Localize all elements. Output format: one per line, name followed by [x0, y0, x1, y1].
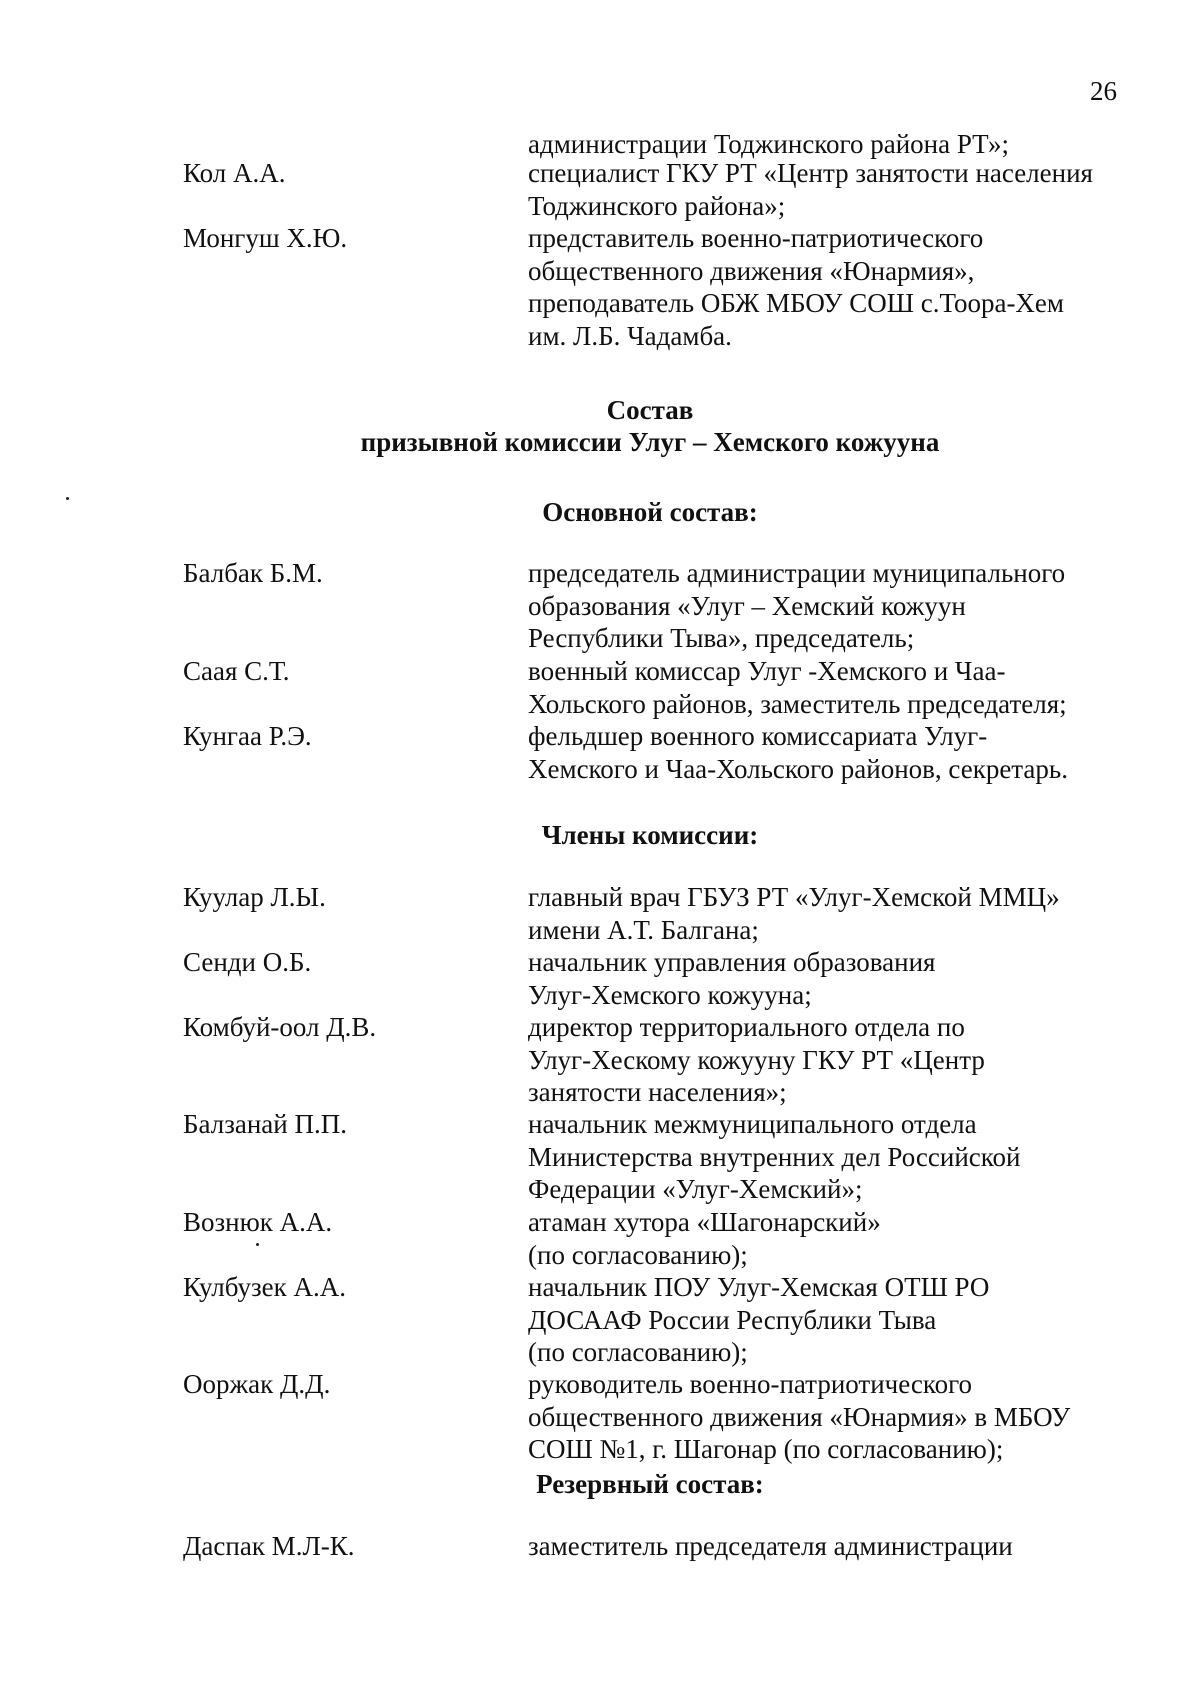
main-composition-heading: Основной состав:: [542, 497, 758, 527]
desc-line: им. Л.Б. Чадамба.: [528, 320, 732, 351]
desc-line: Улуг-Хемского кожууна;: [528, 979, 812, 1010]
desc-line: представитель военно-патриотического: [528, 223, 984, 253]
page-number: 26: [1090, 76, 1117, 106]
desc-line: СОШ №1, г. Шагонар (по согласованию);: [528, 1434, 1004, 1464]
desc-line: Федерации «Улуг-Хемский»;: [528, 1174, 863, 1204]
desc-line: Республики Тыва», председатель;: [528, 623, 915, 653]
member-description: [528, 1011, 985, 1109]
desc-line: директор территориального отдела по: [528, 1012, 965, 1042]
desc-line: специалист ГКУ РТ «Центр занятости населения: [528, 158, 1093, 188]
member-description: [528, 655, 1067, 720]
desc-line: преподаватель ОБЖ МБОУ СОШ с.Тоора-Хем: [528, 288, 1065, 318]
scan-speck: [256, 1243, 259, 1246]
desc-line: руководитель военно-патриотического: [528, 1369, 973, 1399]
reserve-heading: Резервный состав:: [536, 1469, 764, 1499]
member-description: [528, 557, 1065, 655]
desc-line: председатель администрации муниципального: [528, 558, 1066, 588]
section-title-line: Состав: [606, 395, 694, 425]
member-name: Кол А.А.: [183, 158, 286, 188]
desc-line: Хольского районов, заместитель председателя;: [528, 688, 1067, 719]
member-description: [528, 946, 935, 1011]
desc-line: Тоджинского района»;: [528, 190, 786, 221]
desc-line: Улуг-Хескому кожууну ГКУ РТ «Центр: [528, 1044, 985, 1075]
member-name: Комбуй-оол Д.В.: [183, 1012, 377, 1042]
desc-line: начальник ПОУ Улуг-Хемская ОТШ РО: [528, 1272, 990, 1302]
member-description: [528, 222, 1064, 352]
member-description: [528, 720, 1068, 785]
member-description: [528, 1108, 1020, 1206]
desc-line: главный врач ГБУЗ РТ «Улуг-Хемской ММЦ»: [528, 882, 1060, 912]
members-heading: Члены комиссии:: [541, 820, 759, 850]
desc-line: (по согласованию);: [528, 1337, 748, 1367]
member-name: Сенди О.Б.: [183, 947, 312, 977]
desc-line: Министерства внутренних дел Российской: [528, 1141, 1021, 1172]
desc-line: занятости населения»;: [528, 1077, 787, 1107]
section-title-line: призывной комиссии Улуг – Хемского кожууна: [360, 427, 940, 457]
member-name: Вознюк А.А.: [183, 1207, 333, 1237]
desc-line: начальник управления образования: [528, 947, 936, 977]
desc-line: общественного движения «Юнармия»,: [528, 255, 975, 286]
member-description: [528, 1368, 1070, 1466]
desc-line: атаман хутора «Шагонарский»: [528, 1207, 881, 1237]
desc-line: общественного движения «Юнармия» в МБОУ: [528, 1401, 1071, 1432]
section-title: [0, 394, 1200, 458]
desc-line: военный комиссар Улуг -Хемского и Чаа-: [528, 656, 1006, 686]
member-description: [528, 1206, 881, 1271]
desc-line: ДОСААФ России Республики Тыва: [528, 1304, 937, 1335]
member-name: Ооржак Д.Д.: [183, 1369, 331, 1399]
member-name: Кулбузек А.А.: [183, 1272, 346, 1302]
member-name: Саая С.Т.: [183, 656, 290, 686]
member-description: [528, 881, 1060, 946]
desc-line: (по согласованию);: [528, 1239, 748, 1270]
member-name: Балбак Б.М.: [183, 558, 323, 588]
member-name: Балзанай П.П.: [183, 1109, 347, 1139]
member-description: [528, 1530, 1013, 1563]
member-name: Даспак М.Л-К.: [183, 1531, 355, 1561]
member-name: Монгуш Х.Ю.: [183, 223, 348, 253]
member-name: Кунгаа Р.Э.: [183, 721, 312, 751]
desc-line: начальник межмуниципального отдела: [528, 1109, 977, 1139]
desc-line: имени А.Т. Балгана;: [528, 914, 759, 945]
member-name: Куулар Л.Ы.: [183, 882, 326, 912]
desc-line: администрации Тоджинского района РТ»;: [528, 129, 1009, 159]
desc-line: заместитель председателя администрации: [528, 1531, 1013, 1561]
desc-line: фельдшер военного комиссариата Улуг-: [528, 721, 988, 751]
member-description: [528, 157, 1093, 222]
continuation-text: [528, 128, 1009, 161]
member-description: [528, 1271, 989, 1369]
desc-line: Хемского и Чаа-Хольского районов, секретарь.: [528, 753, 1068, 784]
desc-line: образования «Улуг – Хемский кожуун: [528, 590, 966, 621]
